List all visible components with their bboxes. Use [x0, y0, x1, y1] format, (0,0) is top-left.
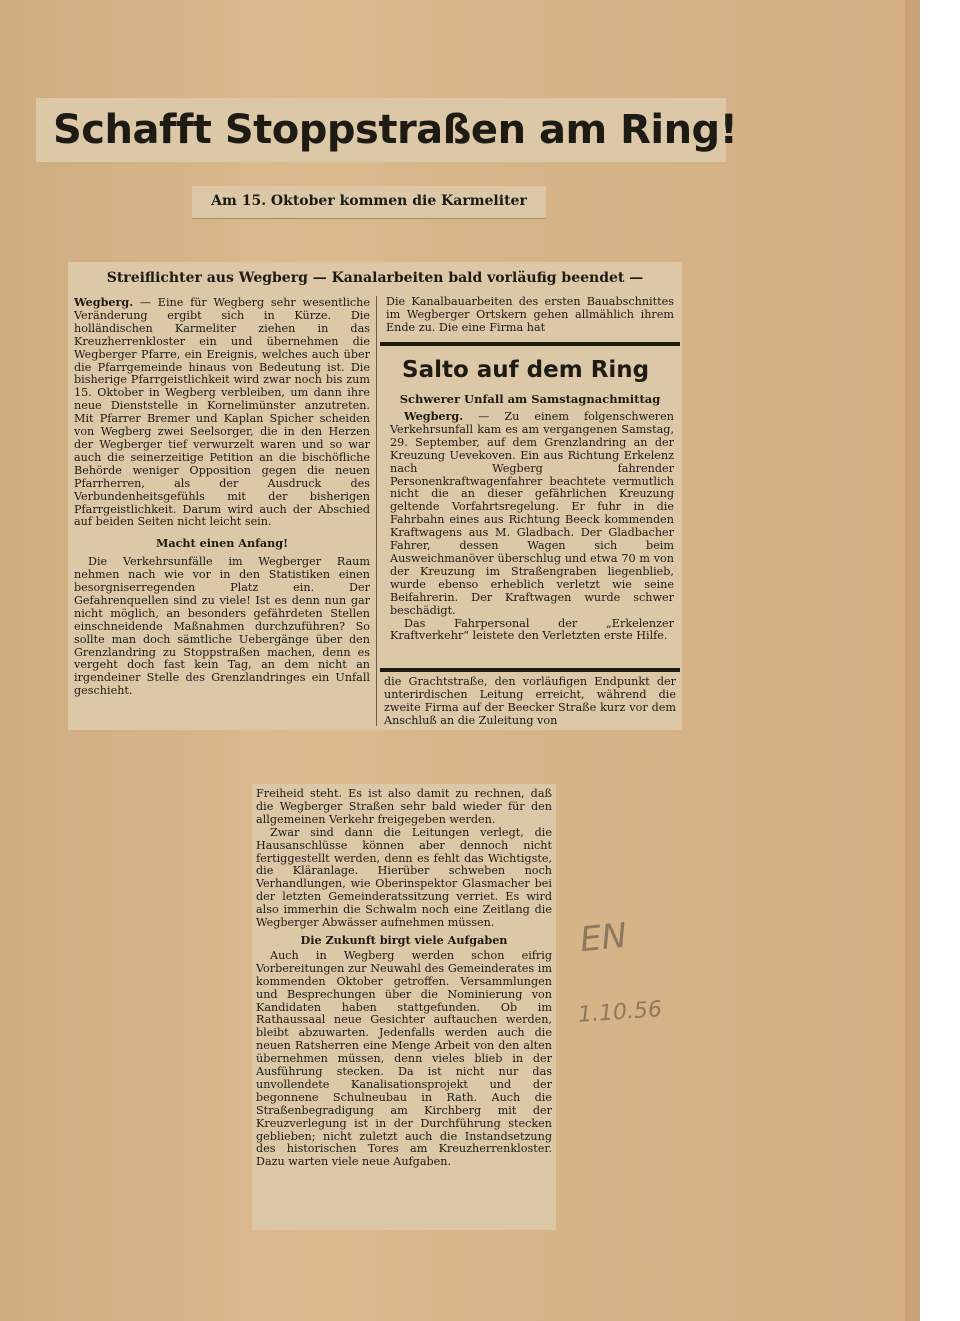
- continuation-column: [256, 788, 552, 1169]
- pencil-initials: EN: [578, 915, 629, 961]
- box-dateline: Wegberg.: [404, 409, 464, 423]
- continuation-subheading: Die Zukunft birgt viele Aufgaben: [300, 932, 508, 947]
- box-subtitle: Schwerer Unfall am Samstagnachmittag: [399, 392, 661, 406]
- page-edge: [905, 0, 920, 1321]
- headline: Schafft Stoppstraßen am Ring!: [53, 107, 738, 153]
- article-kicker: Streiflichter aus Wegberg — Kanalarbeiten bald vorläufig beendet —: [106, 270, 644, 286]
- left-subheading: Macht einen Anfang!: [155, 536, 289, 551]
- subhead-clipping: [192, 186, 546, 219]
- box-paragraph-1-text: — Zu einem folgenschweren Verkehrsunfall kam es am vergangenen Samstag, 29. September, auf dem Grenzlandring an der Kreuzung Uevekoven. Ein aus Richtung Erkelenz nach Wegberg fahrender Personenkraftwagenfahrer beachtete vermutlich nicht die an dieser gefährlichen Kreuzung geltende Vorfahrtsregelung. Er fuhr in die Fahrbahn eines aus Richtung Beeck kommenden Kraftwagens aus M. Gladbach. Der Gladbacher Fahrer, dessen Wagen sich beim Ausweichmanöver überschlug und etwa 70 m von der Kreuzung im Straßengraben liegenblieb, wurde ebenso erheblich verletzt wie seine Beifahrerin. Der Kraftwagen wurde schwer beschädigt.: [390, 410, 674, 617]
- box-paragraph-2: Das Fahrpersonal der „Erkelenzer Kraftverkehr“ leistete den Verletzten erste Hilfe.: [390, 616, 674, 643]
- right-column-bottom: [384, 676, 676, 728]
- continuation-paragraph-1: Freiheid steht. Es ist also damit zu rechnen, daß die Wegberger Straßen sehr bald wieder für den allgemeinen Verkehr freigegeben werden.: [256, 787, 552, 826]
- right-top-text: Die Kanalbauarbeiten des ersten Bauabschnittes im Wegberger Ortskern gehen allmählich ihrem Ende zu. Die eine Firma hat: [386, 295, 674, 334]
- main-article-clipping: [68, 262, 682, 730]
- headline-clipping: [36, 98, 738, 162]
- pencil-date: 1.10.56: [577, 997, 663, 1028]
- subhead: Am 15. Oktober kommen die Karmeliter: [211, 193, 527, 209]
- continuation-paragraph-2: Zwar sind dann die Leitungen verlegt, die Hausanschlüsse können aber dennoch nicht fertiggestellt werden, denn es fehlt das Wichtigste, die Kläranlage. Hierüber schweben noch Verhandlungen, wie Oberinspektor Glasmacher bei der letzten Gemeinderatssitzung verriet. Es wird also immerhin die Schwalm noch eine Zeitlang die Wegberger Abwässer aufnehmen müssen.: [256, 825, 552, 930]
- dateline: Wegberg.: [74, 295, 134, 309]
- column-rule: [376, 296, 377, 726]
- box-title: Salto auf dem Ring: [402, 357, 650, 383]
- right-bottom-text: die Grachtstraße, den vorläufigen Endpunkt der unterirdischen Leitung erreicht, während die zweite Firma auf der Beecker Straße kurz vor dem Anschluß an die Zuleitung von: [384, 675, 676, 727]
- box-body: [380, 410, 680, 643]
- left-paragraph-1-text: — Eine für Wegberg sehr wesentliche Veränderung ergibt sich in Kürze. Die holländischen Karmeliter ziehen in das Kreuzherrenkloster ein und übernehmen die Wegberger Pfarre, ein Ereignis, welches auch über die Pfarrgemeinde hinaus von Bedeutung ist. Die bisherige Pfarrgeistlichkeit wird zwar noch bis zum 15. Oktober in Wegberg verbleiben, um dann ihre neue Dienststelle in Kornelimünster anzutreten. Mit Pfarrer Bremer und Kaplan Spicher scheiden von Wegberg zwei Seelsorger, die in den Herzen der Wegberger tief verwurzelt waren und so war auch die seinerzeitige Petition an die bischöfliche Behörde weniger Opposition gegen die neuen Pfarrherren, als der Ausdruck des Verbundenheitsgefühls mit der bisherigen Pfarrgeistlichkeit. Darum wird auch der Abschied auf beiden Seiten nicht leicht sein.: [74, 296, 370, 529]
- left-column: [74, 296, 370, 698]
- box-paragraph-1: [390, 410, 674, 618]
- scan-margin: [920, 0, 960, 1321]
- right-column-top: [386, 296, 674, 335]
- continuation-clipping: [252, 784, 556, 1230]
- left-paragraph-2: Die Verkehrsunfälle im Wegberger Raum nehmen nach wie vor in den Statistiken einen besorgniserregenden Platz ein. Der Gefahrenquellen sind zu viele! Ist es denn nun gar nicht möglich, an besonders gefährdeten Stellen einschneidende Maßnahmen durchzuführen? So sollte man doch sämtliche Uebergänge über den Grenzlandring zu Stoppstraßen machen, denn es vergeht doch fast kein Tag, an dem nicht an irgendeiner Stelle des Grenzlandringes ein Unfall geschieht.: [74, 555, 370, 698]
- continuation-paragraph-3: Auch in Wegberg werden schon eifrig Vorbereitungen zur Neuwahl des Gemeinderates im kommenden Oktober getroffen. Versammlungen und Besprechungen über die Nominierung von Kandidaten haben stattgefunden. Ob im Rathaussaal neue Gesichter auftauchen werden, bleibt abzuwarten. Jedenfalls werden auch die neuen Ratsherren eine Menge Arbeit von den alten übernehmen müssen, denn vieles blieb in der Ausführung stecken. Da ist nicht nur das unvollendete Kanalisationsprojekt und der begonnene Schulneubau in Rath. Auch die Straßenbegradigung am Kirchberg mit der Kreuzverlegung ist in der Durchführung stecken geblieben; nicht zuletzt auch die Instandsetzung des historischen Tores am Kreuzherrenkloster. Dazu warten viele neue Aufgaben.: [256, 948, 552, 1169]
- left-paragraph-1: [74, 296, 370, 529]
- accident-box: [380, 342, 680, 672]
